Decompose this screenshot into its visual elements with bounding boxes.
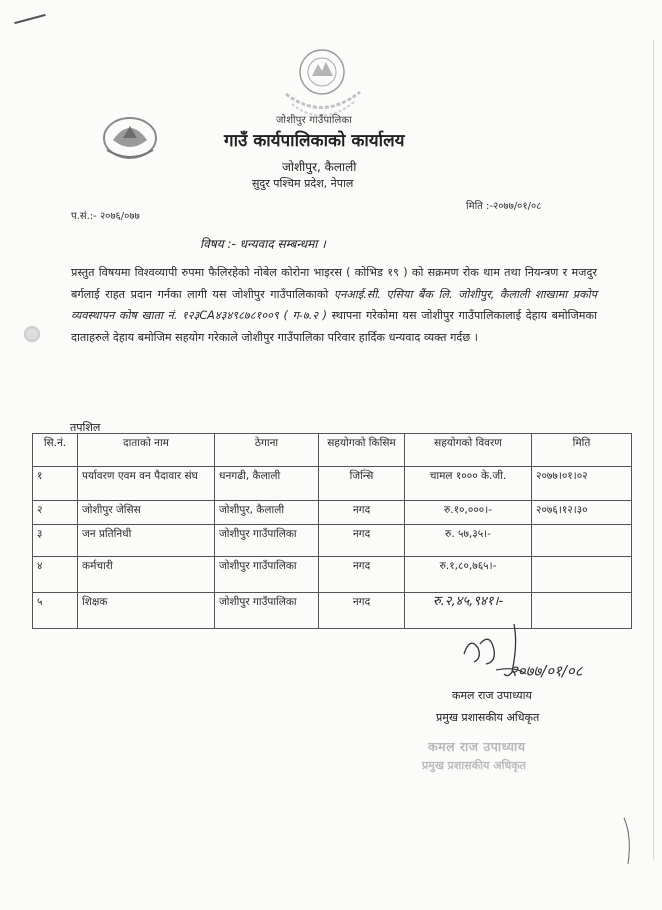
- cell-address: जोशीपुर गाउँपालिका: [215, 557, 319, 593]
- cell-type: नगद: [319, 593, 405, 629]
- cell-type: नगद: [319, 557, 405, 593]
- official-stamp-name: कमल राज उपाध्याय: [428, 739, 526, 754]
- office-address: जोशीपुर, कैलाली: [282, 160, 357, 174]
- cell-sn: १: [33, 467, 78, 501]
- cell-sn: ४: [33, 557, 78, 593]
- cell-donor: जोशीपुर जेसिस: [78, 501, 215, 525]
- punch-hole: [24, 326, 40, 342]
- signature-icon: [456, 614, 586, 686]
- cell-donor: शिक्षक: [78, 593, 215, 629]
- table-row: [33, 467, 632, 501]
- cell-date: २०७६।१२।३०: [532, 501, 632, 525]
- cell-sn: २: [33, 501, 78, 525]
- cell-detail: रु.१०,०००।-: [405, 501, 532, 525]
- col-header-address: ठेगाना: [215, 434, 319, 467]
- col-header-sn: सि.नं.: [33, 434, 78, 467]
- signed-date: २०७७/०१/०८: [510, 662, 583, 680]
- nepal-emblem-icon: [101, 110, 159, 162]
- pen-mark: [14, 14, 45, 24]
- donation-table: [32, 433, 632, 629]
- seal-label: जोशीपुर गाउँपालिका: [276, 115, 352, 126]
- body-part-1: प्रस्तुत विषयमा विश्वव्यापी रुपमा फैलिरहेको नोबेल कोरोना भाइरस ( कोभिड १९ ) को सक्रमण रोक थाम तथा नियन्त्रण र मजदुर बर्गलाई राहत प्रदान गर्नका लागी यस जोशीपुर गाउँपालिकाको: [71, 266, 597, 301]
- cell-detail: चामल १००० के.जी.: [405, 467, 532, 501]
- cell-address: धनगढी, कैलाली: [215, 467, 319, 501]
- table-row: [33, 557, 632, 593]
- letter-date: मिति :-२०७७/०१/०८: [466, 201, 542, 212]
- col-header-detail: सहयोगको विवरण: [405, 434, 532, 467]
- pen-scribble: [620, 816, 634, 866]
- cell-donor: जन प्रतिनिधी: [78, 525, 215, 557]
- table-row: [33, 525, 632, 557]
- office-province: सुदुर पश्चिम प्रदेश, नेपाल: [252, 177, 354, 190]
- signatory-name: कमल राज उपाध्याय: [452, 689, 532, 702]
- cell-sn: ५: [33, 593, 78, 629]
- cell-donor: पर्यावरण एवम वन पैदावार संघ: [78, 467, 215, 501]
- cell-type: जिन्सि: [319, 467, 405, 501]
- cell-donor: कर्मचारी: [78, 557, 215, 593]
- cell-date: [532, 557, 632, 593]
- cell-detail: रु.१,८०,७६५।-: [405, 557, 532, 593]
- subject-line: विषय :- धन्यवाद सम्बन्धमा ।: [200, 237, 326, 251]
- cell-detail: रु. ५७,३५।-: [405, 525, 532, 557]
- signatory-title: प्रमुख प्रशासकीय अधिकृत: [436, 711, 540, 724]
- table-row: [33, 501, 632, 525]
- cell-address: जोशीपुर, कैलाली: [215, 501, 319, 525]
- official-stamp-title: प्रमुख प्रशासकीय अधिकृत: [422, 759, 526, 772]
- cell-detail-handwritten: रु.२,४५,९४१।-: [405, 593, 532, 629]
- col-header-date: मिति: [532, 434, 632, 467]
- bank-account-highlight: एनआई.सी. एसिया बैंक लि. जोशीपुर, कैलाली शाखामा प्रकोप व्यवस्थापन कोष खाता नं. १२३CA४३४९८७८१००९ ( ग-७.२ ): [71, 287, 597, 322]
- cell-sn: ३: [33, 525, 78, 557]
- body-paragraph: [71, 262, 597, 348]
- col-header-type: सहयोगको किसिम: [319, 434, 405, 467]
- cell-date: २०७७।०१।०२: [532, 467, 632, 501]
- table-header-row: [33, 434, 632, 467]
- cell-type: नगद: [319, 501, 405, 525]
- page-edge-shadow: [653, 40, 654, 860]
- cell-date: [532, 525, 632, 557]
- cell-type: नगद: [319, 525, 405, 557]
- body-part-2: स्थापना गरेकोमा यस जोशीपुर गाउँपालिकालाई देहाय बमोजिमका दाताहरुले देहाय बमोजिम सहयोग गरेकाले जोशीपुर गाउँपालिका परिवार हार्दिक धन्यवाद व्यक्त गर्दछ ।: [71, 309, 597, 344]
- table-caption: तपशिल: [70, 421, 101, 434]
- reference-number: प.सं.:- २०७६/०७७: [71, 211, 140, 222]
- cell-address: जोशीपुर गाउँपालिका: [215, 525, 319, 557]
- cell-address: जोशीपुर गाउँपालिका: [215, 593, 319, 629]
- col-header-donor: दाताको नाम: [78, 434, 215, 467]
- office-title: गाउँ कार्यपालिकाको कार्यालय: [224, 131, 405, 151]
